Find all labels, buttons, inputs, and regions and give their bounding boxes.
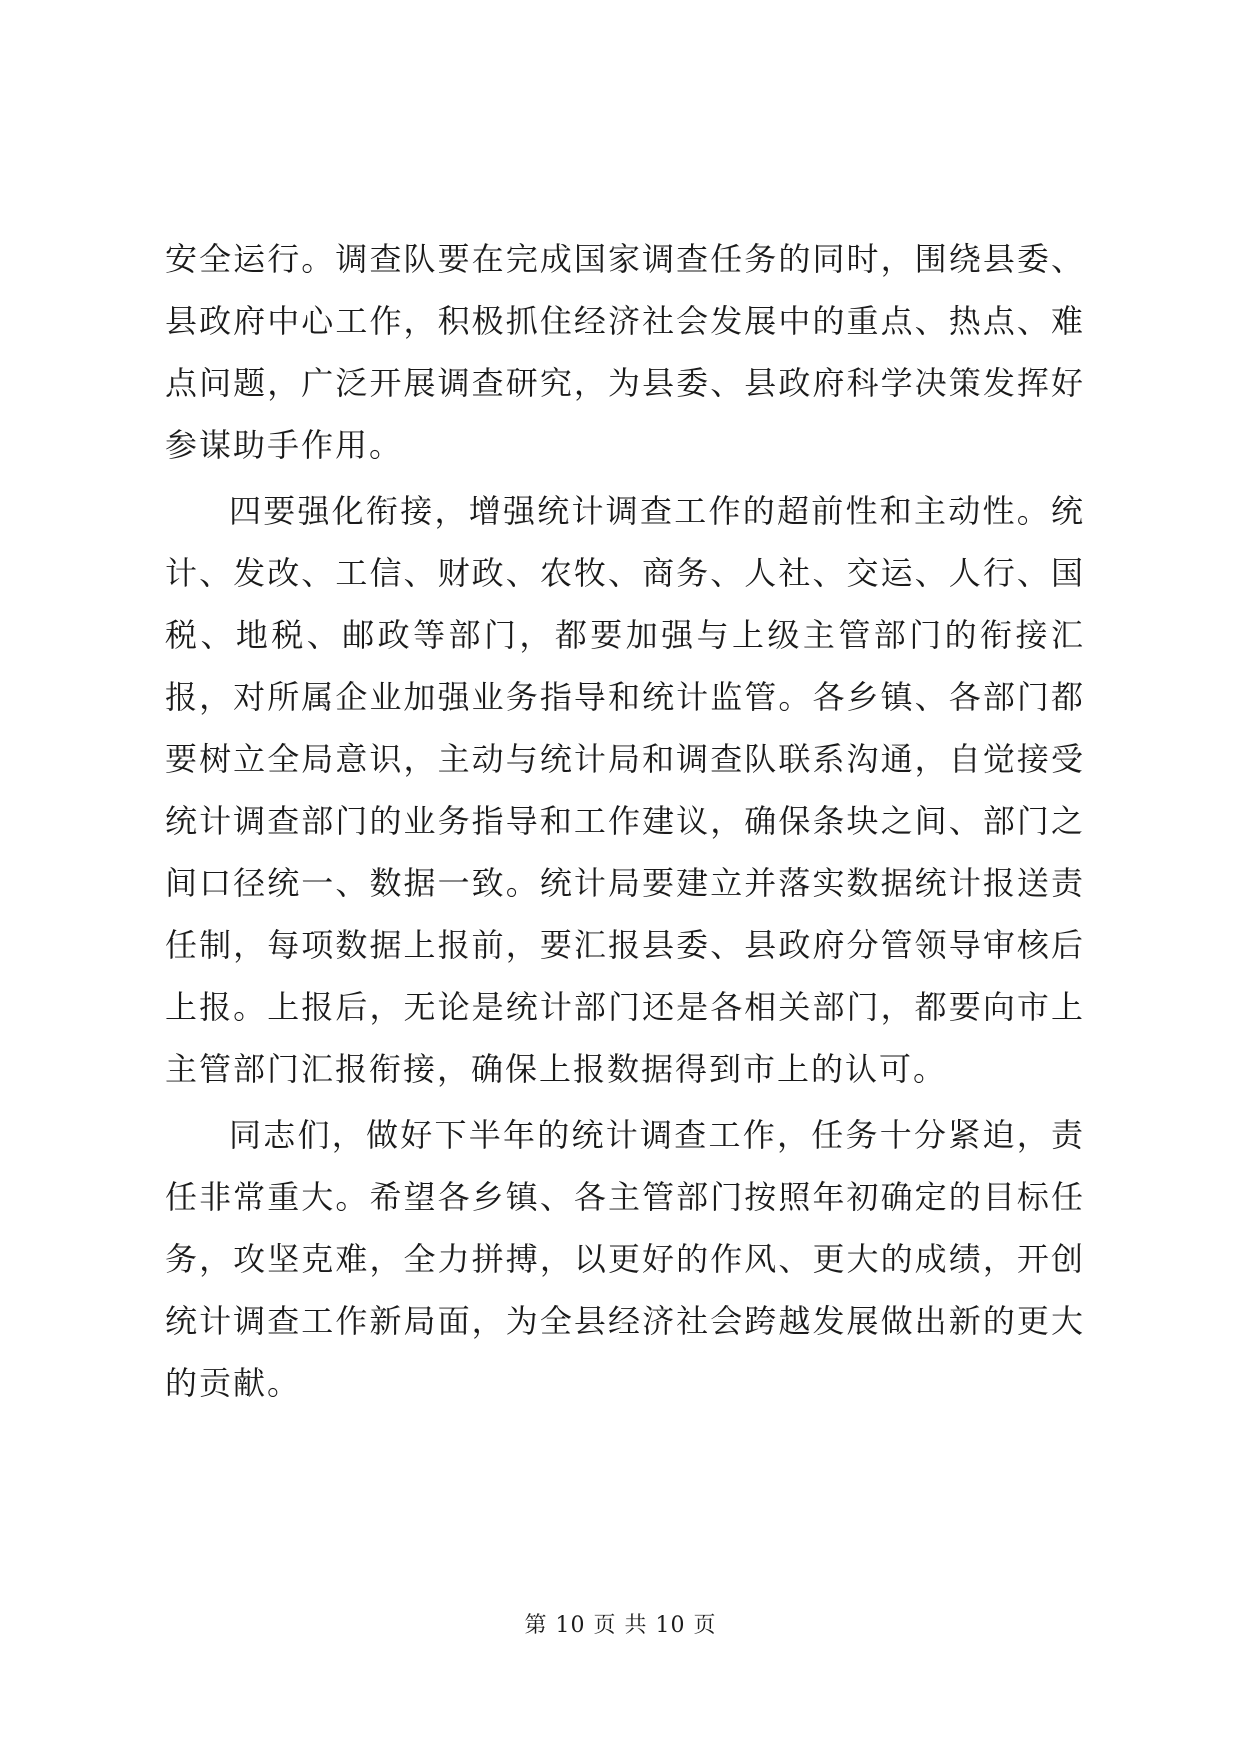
paragraph-continuation: 安全运行。调查队要在完成国家调查任务的同时，围绕县委、县政府中心工作，积极抓住经济社会发展中的重点、热点、难点问题，广泛开展调查研究，为县委、县政府科学决策发挥好参谋助手作用。 — [165, 240, 1085, 464]
page-number-footer: 第 10 页 共 10 页 — [524, 1613, 717, 1638]
document-body — [165, 228, 1085, 1414]
paragraph-strengthen-connection: 四要强化衔接，增强统计调查工作的超前性和主动性。统计、发改、工信、财政、农牧、商务、人社、交运、人行、国税、地税、邮政等部门，都要加强与上级主管部门的衔接汇报，对所属企业加强业务指导和统计监管。各乡镇、各部门都要树立全局意识，主动与统计局和调查队联系沟通，自觉接受统计调查部门的业务指导和工作建议，确保条块之间、部门之间口径统一、数据一致。统计局要建立并落实数据统计报送责任制，每项数据上报前，要汇报县委、县政府分管领导审核后上报。上报后，无论是统计部门还是各相关部门，都要向市上主管部门汇报衔接，确保上报数据得到市上的认可。 — [165, 492, 1085, 1088]
paragraph-closing-remarks: 同志们，做好下半年的统计调查工作，任务十分紧迫，责任非常重大。希望各乡镇、各主管部门按照年初确定的目标任务，攻坚克难，全力拼搏，以更好的作风、更大的成绩，开创统计调查工作新局面，为全县经济社会跨越发展做出新的更大的贡献。 — [165, 1116, 1085, 1402]
